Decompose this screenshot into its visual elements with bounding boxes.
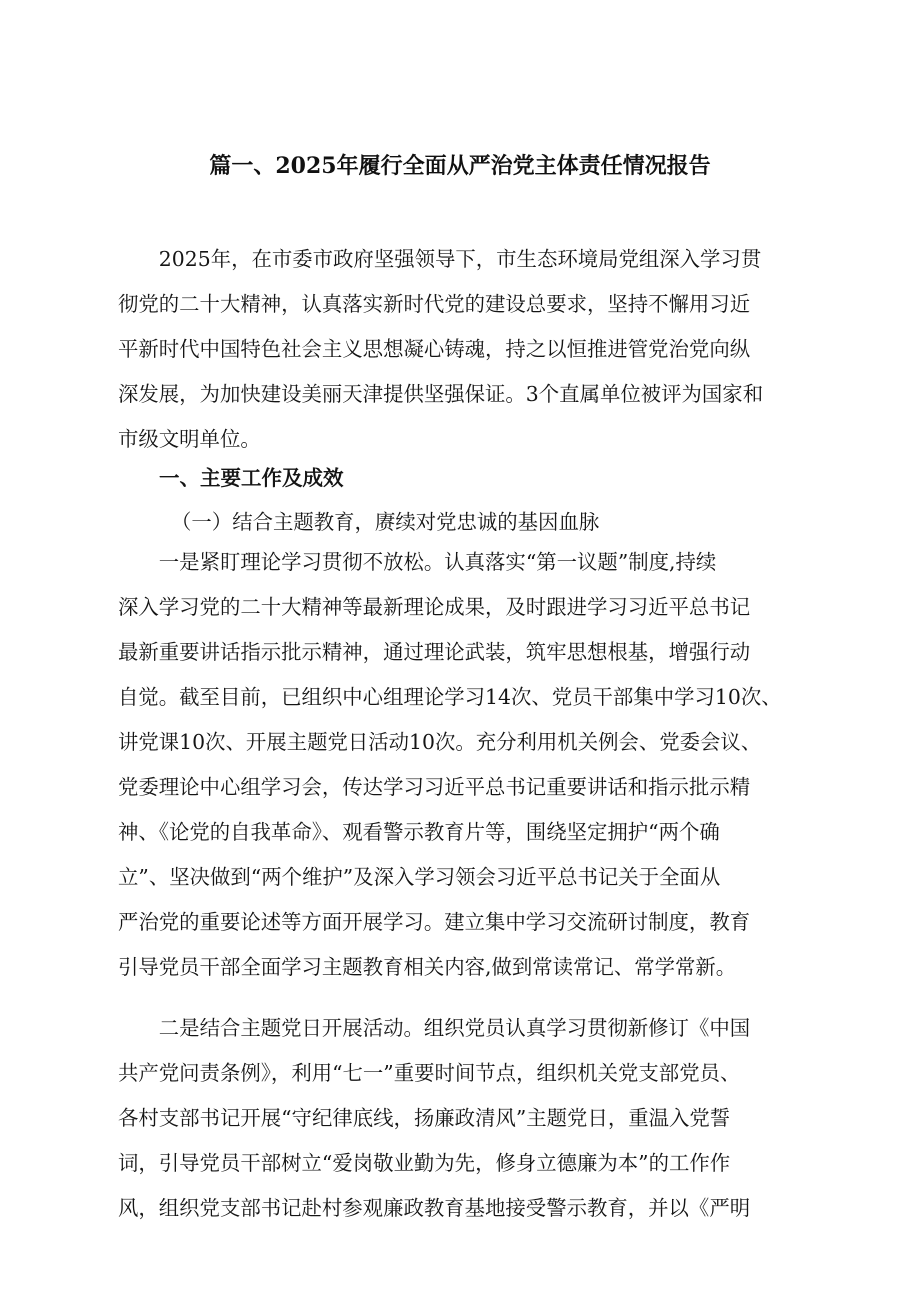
paragraph-party-day <box>118 1006 808 1231</box>
subsection-heading: （一）结合主题教育，赓续对党忠诚的基因血脉 <box>171 510 600 534</box>
intro-line: 彻党的二十大精神，认真落实新时代党的建设总要求，坚持不懈用习近 <box>118 292 751 316</box>
intro-line: 深发展，为加快建设美丽天津提供坚强保证。3个直属单位被评为国家和 <box>118 382 764 406</box>
paragraph-line: 最新重要讲话指示批示精神，通过理论武装，筑牢思想根基，增强行动 <box>118 640 751 664</box>
paragraph-line: 词，引导党员干部树立“爱岗敬业勤为先，修身立德廉为本”的工作作 <box>118 1151 731 1175</box>
document-title: 篇一、2025年履行全面从严治党主体责任情况报告 <box>209 153 711 179</box>
intro-line: 平新时代中国特色社会主义思想凝心铸魂，持之以恒推进管党治党向纵 <box>118 337 751 361</box>
paragraph-line: 立”、坚决做到“两个维护”及深入学习领会习近平总书记关于全面从 <box>118 865 721 889</box>
paragraph-line: 自觉。截至目前，已组织中心组理论学习14次、党员干部集中学习10次、 <box>118 685 782 709</box>
paragraph-line: 神、《论党的自我革命》、观看警示教育片等，围绕坚定拥护“两个确 <box>118 820 720 844</box>
paragraph-theory-study <box>118 540 808 990</box>
paragraph-line: 风，组织党支部书记赴村参观廉政教育基地接受警示教育，并以《严明 <box>118 1196 751 1220</box>
paragraph-line: 讲党课10次、开展主题党日活动10次。充分利用机关例会、党委会议、 <box>118 730 762 754</box>
paragraph-line: 二是结合主题党日开展活动。组织党员认真学习贯彻新修订《中国 <box>158 1016 751 1040</box>
paragraph-line: 党委理论中心组学习会，传达学习习近平总书记重要讲话和指示批示精 <box>118 775 751 799</box>
paragraph-line: 各村支部书记开展“守纪律底线，扬廉政清风”主题党日，重温入党誓 <box>118 1106 731 1130</box>
paragraph-line: 共产党问责条例》，利用“七一”重要时间节点，组织机关党支部党员、 <box>118 1061 741 1085</box>
paragraph-line: 深入学习党的二十大精神等最新理论成果，及时跟进学习习近平总书记 <box>118 595 751 619</box>
paragraph-line: 一是紧盯理论学习贯彻不放松。认真落实“第一议题”制度,持续 <box>158 550 717 574</box>
paragraph-line: 严治党的重要论述等方面开展学习。建立集中学习交流研讨制度，教育 <box>118 910 751 934</box>
paragraph-line: 引导党员干部全面学习主题教育相关内容,做到常读常记、常学常新。 <box>118 955 737 979</box>
intro-line: 2025年，在市委市政府坚强领导下，市生态环境局党组深入学习贯 <box>158 247 762 271</box>
section-heading: 一、主要工作及成效 <box>159 466 344 490</box>
intro-line: 市级文明单位。 <box>118 427 261 451</box>
intro-paragraph <box>118 237 808 462</box>
